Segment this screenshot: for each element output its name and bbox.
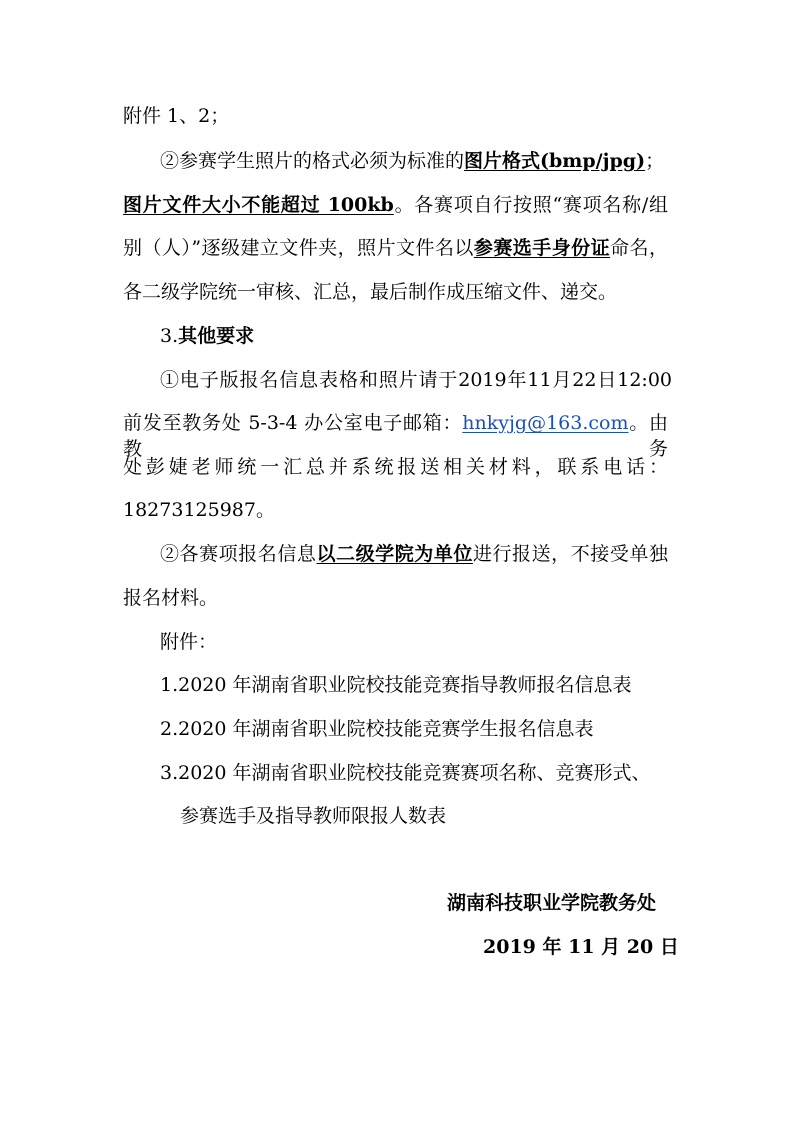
attachment-title: 2.2020 年湖南省职业院校技能竞赛学生报名信息表 [160,718,594,740]
paragraph-line [160,541,668,567]
paragraph-line [123,279,617,305]
emphasis-college-unit: 以二级学院为单位 [316,543,473,565]
attachment-item [160,716,594,742]
text-run: 处彭婕老师统一汇总并系统报送相关材料，联系电话： [123,456,668,478]
attachment-title: 1.2020 年湖南省职业院校技能竞赛指导教师报名信息表 [160,674,632,696]
paragraph-line [123,497,275,523]
text-run: 附件： [160,631,218,653]
signature-org [447,890,656,916]
paragraph-line [123,235,668,261]
text-run: ②各赛项报名信息 [160,543,317,565]
paragraph-line [123,410,668,460]
text-run: 。由教务 [123,412,668,460]
heading-text: 其他要求 [178,325,255,347]
phone-number: 18273125987。 [123,499,275,521]
emphasis-file-size: 图片文件大小不能超过 100kb [123,194,394,216]
text-run: 。各赛项自行按照“赛项名称/组 [393,194,668,216]
emphasis-id-card: 参赛选手身份证 [473,237,611,259]
text-run: ； [645,150,665,172]
text-run: 报名材料。 [123,587,219,609]
signature-date [483,934,679,960]
paragraph-line [160,148,664,174]
attachment-item [160,672,632,698]
paragraph-line [123,585,218,611]
organization-name: 湖南科技职业学院教务处 [447,892,657,914]
email-link[interactable]: hnkyjg@163.com [462,412,629,434]
heading-number: 3. [160,325,179,347]
text-run: 前发至教务处 5-3-4 办公室电子邮箱： [123,412,463,434]
text-run: 别（人）”逐级建立文件夹，照片文件名以 [123,237,474,259]
text-run: 各二级学院统一审核、汇总，最后制作成压缩文件、递交。 [123,281,618,303]
text-run: ②参赛学生照片的格式必须为标准的 [160,150,465,172]
attachment-title: 3.2020 年湖南省职业院校技能竞赛赛项名称、竞赛形式、 [160,762,651,784]
emphasis-image-format: 图片格式(bmp/jpg) [464,150,646,172]
text-run: 进行报送，不接受单独 [472,543,668,565]
paragraph-line [123,192,668,218]
paragraph-line [160,367,672,393]
text-run: ①电子版报名信息表格和照片请于2019年11月22日12:00 [160,369,672,391]
section-heading [160,323,254,349]
date-text: 2019 年 11 月 20 日 [483,936,679,958]
attachment-title: 参赛选手及指导教师限报人数表 [180,805,447,827]
attachments-label [160,629,217,655]
attachment-item [160,760,651,786]
paragraph-line [123,103,229,129]
text-run: 命名， [610,237,668,259]
paragraph-line [123,454,668,480]
attachment-item-continued [180,803,446,829]
attachment-reference: 附件 1、2； [123,105,230,127]
